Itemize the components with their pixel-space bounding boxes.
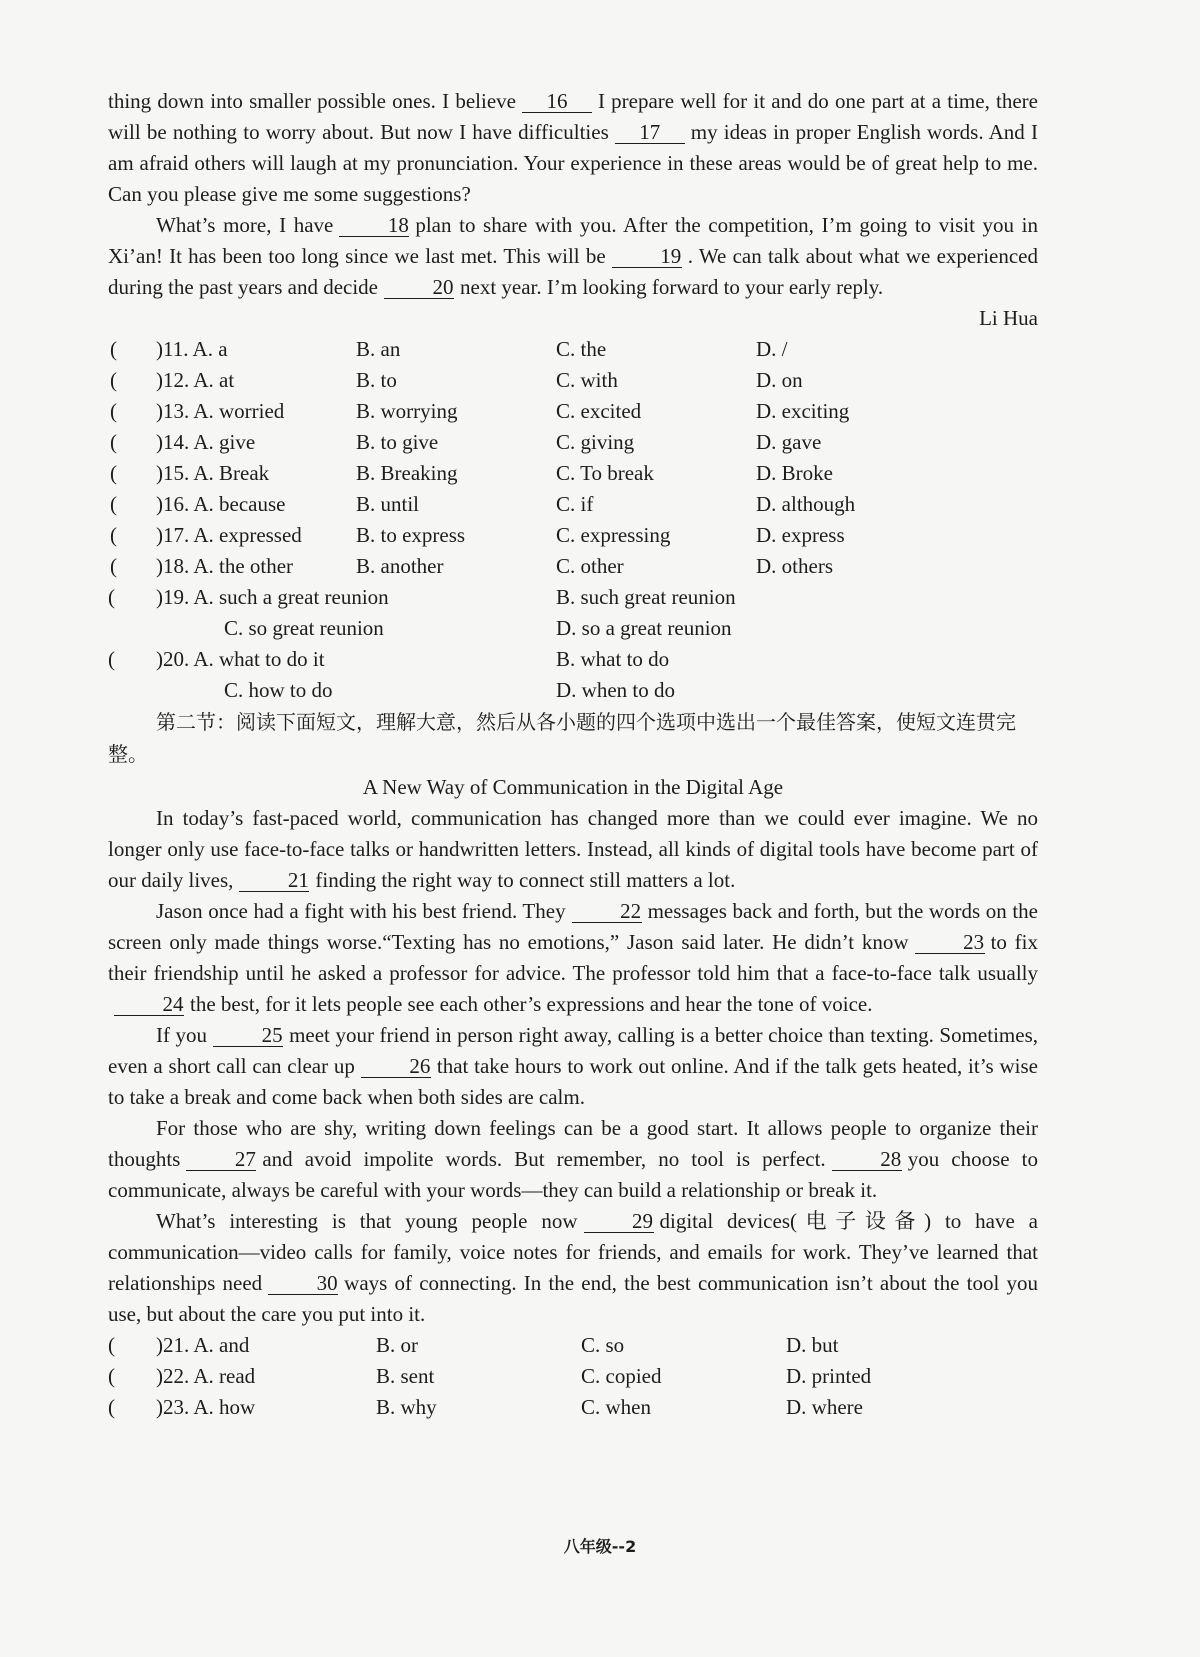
text: my ideas in proper English words. And I am afraid others will laugh at my pronunciation. Your experience in these areas would be of great help to me. Can you please give me some suggestions? xyxy=(108,120,1038,206)
passage-paragraph-2 xyxy=(108,896,1038,1020)
option-c: C. giving xyxy=(556,430,635,454)
blank-18: 18 xyxy=(339,214,409,237)
text: plan to share with you. After the competition, I’m going to visit you in Xi’an! It has been too long since we last met. This will be xyxy=(108,213,1038,268)
option-d: D. express xyxy=(756,523,845,547)
answer-paren[interactable]: ( xyxy=(108,1364,115,1388)
option-d: D. when to do xyxy=(556,678,675,702)
option-d: D. but xyxy=(786,1333,839,1357)
page-content xyxy=(108,86,1038,1423)
option-a: )23. A. how xyxy=(156,1395,256,1419)
option-b: B. until xyxy=(356,492,420,516)
option-d: D. Broke xyxy=(756,461,833,485)
option-b: B. sent xyxy=(376,1364,435,1388)
answer-paren[interactable]: ( xyxy=(108,647,115,671)
blank-21: 21 xyxy=(239,869,309,892)
option-a: )20. A. what to do it xyxy=(156,647,325,671)
text: the best, for it lets people see each other’s expressions and hear the tone of voice. xyxy=(190,992,873,1016)
question-block-21-23 xyxy=(108,1330,1038,1423)
option-b: B. an xyxy=(356,337,401,361)
question-block-11-18 xyxy=(108,334,1038,582)
answer-paren[interactable]: ( xyxy=(110,492,117,516)
text: Jason once had a fight with his best friend. They xyxy=(156,899,566,923)
option-a: )11. A. a xyxy=(156,337,228,361)
option-d: D. exciting xyxy=(756,399,850,423)
option-d: D. on xyxy=(756,368,803,392)
option-d: D. although xyxy=(756,492,856,516)
answer-paren[interactable]: ( xyxy=(110,430,117,454)
passage-title: A New Way of Communication in the Digital Age xyxy=(362,775,784,799)
option-a: )18. A. the other xyxy=(156,554,294,578)
passage-paragraph-4 xyxy=(108,1113,1038,1206)
blank-29: 29 xyxy=(584,1210,654,1233)
letter-paragraph-2 xyxy=(108,210,1038,303)
text: . We can talk about what we experienced during the past years and decide xyxy=(108,244,1038,299)
option-c: C. other xyxy=(556,554,624,578)
option-c: C. with xyxy=(556,368,618,392)
answer-paren[interactable]: ( xyxy=(108,1395,115,1419)
option-b: B. why xyxy=(376,1395,437,1419)
blank-22: 22 xyxy=(572,900,642,923)
option-c: C. copied xyxy=(581,1364,662,1388)
blank-30: 30 xyxy=(268,1272,338,1295)
blank-17: 17 xyxy=(615,121,685,144)
text: meet your friend in person right away, calling is a better choice than texting. Sometimes, even a short call can clear up xyxy=(108,1023,1038,1078)
option-a: )17. A. expressed xyxy=(156,523,302,547)
option-a: )15. A. Break xyxy=(156,461,270,485)
option-c: C. if xyxy=(556,492,594,516)
blank-27: 27 xyxy=(186,1148,256,1171)
option-d: D. printed xyxy=(786,1364,872,1388)
answer-paren[interactable]: ( xyxy=(110,368,117,392)
blank-26: 26 xyxy=(361,1055,431,1078)
answer-paren[interactable]: ( xyxy=(108,585,115,609)
text: and avoid impolite words. But remember, no tool is perfect. xyxy=(262,1147,826,1171)
option-c: C. when xyxy=(581,1395,651,1419)
option-b: B. Breaking xyxy=(356,461,458,485)
text: digital devices(电子设备) to have a communication—video calls for family, voice notes for friends, and emails for work. They’ve learned that relationships need xyxy=(108,1209,1038,1295)
option-b: B. what to do xyxy=(556,647,670,671)
option-c: C. the xyxy=(556,337,607,361)
option-a: )13. A. worried xyxy=(156,399,285,423)
option-c: C. how to do xyxy=(224,678,333,702)
option-b: B. or xyxy=(376,1333,418,1357)
text: In today’s fast-paced world, communication has changed more than we could ever imagine. We no longer only use face-to-face talks or handwritten letters. Instead, all kinds of digital tools have become part of our daily lives, xyxy=(108,806,1038,892)
passage-paragraph-1 xyxy=(108,803,1038,896)
option-c: C. so xyxy=(581,1333,625,1357)
question-20 xyxy=(108,644,1038,706)
option-d: D. so a great reunion xyxy=(556,616,732,640)
option-b: B. to give xyxy=(356,430,439,454)
text: thing down into smaller possible ones. I believe xyxy=(108,89,516,113)
option-b: B. to xyxy=(356,368,397,392)
text: messages back and forth, but the words on the screen only made things worse.“Texting has no emotions,” Jason said later. He didn’t know xyxy=(108,899,1038,954)
option-a: )22. A. read xyxy=(156,1364,256,1388)
option-c: C. expressing xyxy=(556,523,671,547)
blank-19: 19 xyxy=(612,245,682,268)
answer-paren[interactable]: ( xyxy=(110,337,117,361)
text: to fix their friendship until he asked a professor for advice. The professor told him that a face-to-face talk usually xyxy=(108,930,1038,985)
letter-signature: Li Hua xyxy=(979,306,1038,330)
option-b: B. such great reunion xyxy=(556,585,736,609)
option-a: )12. A. at xyxy=(156,368,235,392)
question-19 xyxy=(108,582,1038,644)
text: that take hours to work out online. And if the talk gets heated, it’s wise to take a break and come back when both sides are calm. xyxy=(108,1054,1038,1109)
text: For those who are shy, writing down feelings can be a good start. It allows people to organize their thoughts xyxy=(108,1116,1038,1171)
text: you choose to communicate, always be careful with your words—they can build a relationship or break it. xyxy=(108,1147,1038,1202)
blank-28: 28 xyxy=(832,1148,902,1171)
option-c: C. excited xyxy=(556,399,642,423)
letter-paragraph-1 xyxy=(108,86,1038,210)
page-footer: 八年级--2 xyxy=(563,1537,637,1556)
text: next year. I’m looking forward to your early reply. xyxy=(460,275,884,299)
text: What’s interesting is that young people now xyxy=(156,1209,578,1233)
option-d: D. gave xyxy=(756,430,822,454)
option-d: D. where xyxy=(786,1395,863,1419)
option-a: )21. A. and xyxy=(156,1333,250,1357)
option-d: D. / xyxy=(756,337,788,361)
text: If you xyxy=(156,1023,208,1047)
blank-16: 16 xyxy=(522,90,592,113)
blank-24: 24 xyxy=(114,993,184,1016)
option-a: )14. A. give xyxy=(156,430,256,454)
blank-23: 23 xyxy=(915,931,985,954)
text: What’s more, I have xyxy=(156,213,334,237)
option-b: B. another xyxy=(356,554,444,578)
option-b: B. to express xyxy=(356,523,466,547)
blank-20: 20 xyxy=(384,276,454,299)
option-b: B. worrying xyxy=(356,399,458,423)
section-2-instruction: 第二节：阅读下面短文，理解大意，然后从各小题的四个选项中选出一个最佳答案，使短文连贯完整。 xyxy=(108,710,1016,766)
option-c: C. so great reunion xyxy=(224,616,384,640)
text: I prepare well for it and do one part at a time, there will be nothing to worry about. But now I have difficulties xyxy=(108,89,1038,144)
text: finding the right way to connect still matters a lot. xyxy=(315,868,736,892)
text: ways of connecting. In the end, the best communication isn’t about the tool you use, but about the care you put into it. xyxy=(108,1271,1038,1326)
answer-paren[interactable]: ( xyxy=(110,461,117,485)
option-a: )16. A. because xyxy=(156,492,286,516)
option-d: D. others xyxy=(756,554,833,578)
passage-paragraph-5 xyxy=(108,1206,1038,1330)
option-c: C. To break xyxy=(556,461,654,485)
answer-paren[interactable]: ( xyxy=(110,523,117,547)
passage-paragraph-3 xyxy=(108,1020,1038,1113)
answer-paren[interactable]: ( xyxy=(110,554,117,578)
answer-paren[interactable]: ( xyxy=(110,399,117,423)
option-a: )19. A. such a great reunion xyxy=(156,585,389,609)
answer-paren[interactable]: ( xyxy=(108,1333,115,1357)
blank-25: 25 xyxy=(213,1024,283,1047)
